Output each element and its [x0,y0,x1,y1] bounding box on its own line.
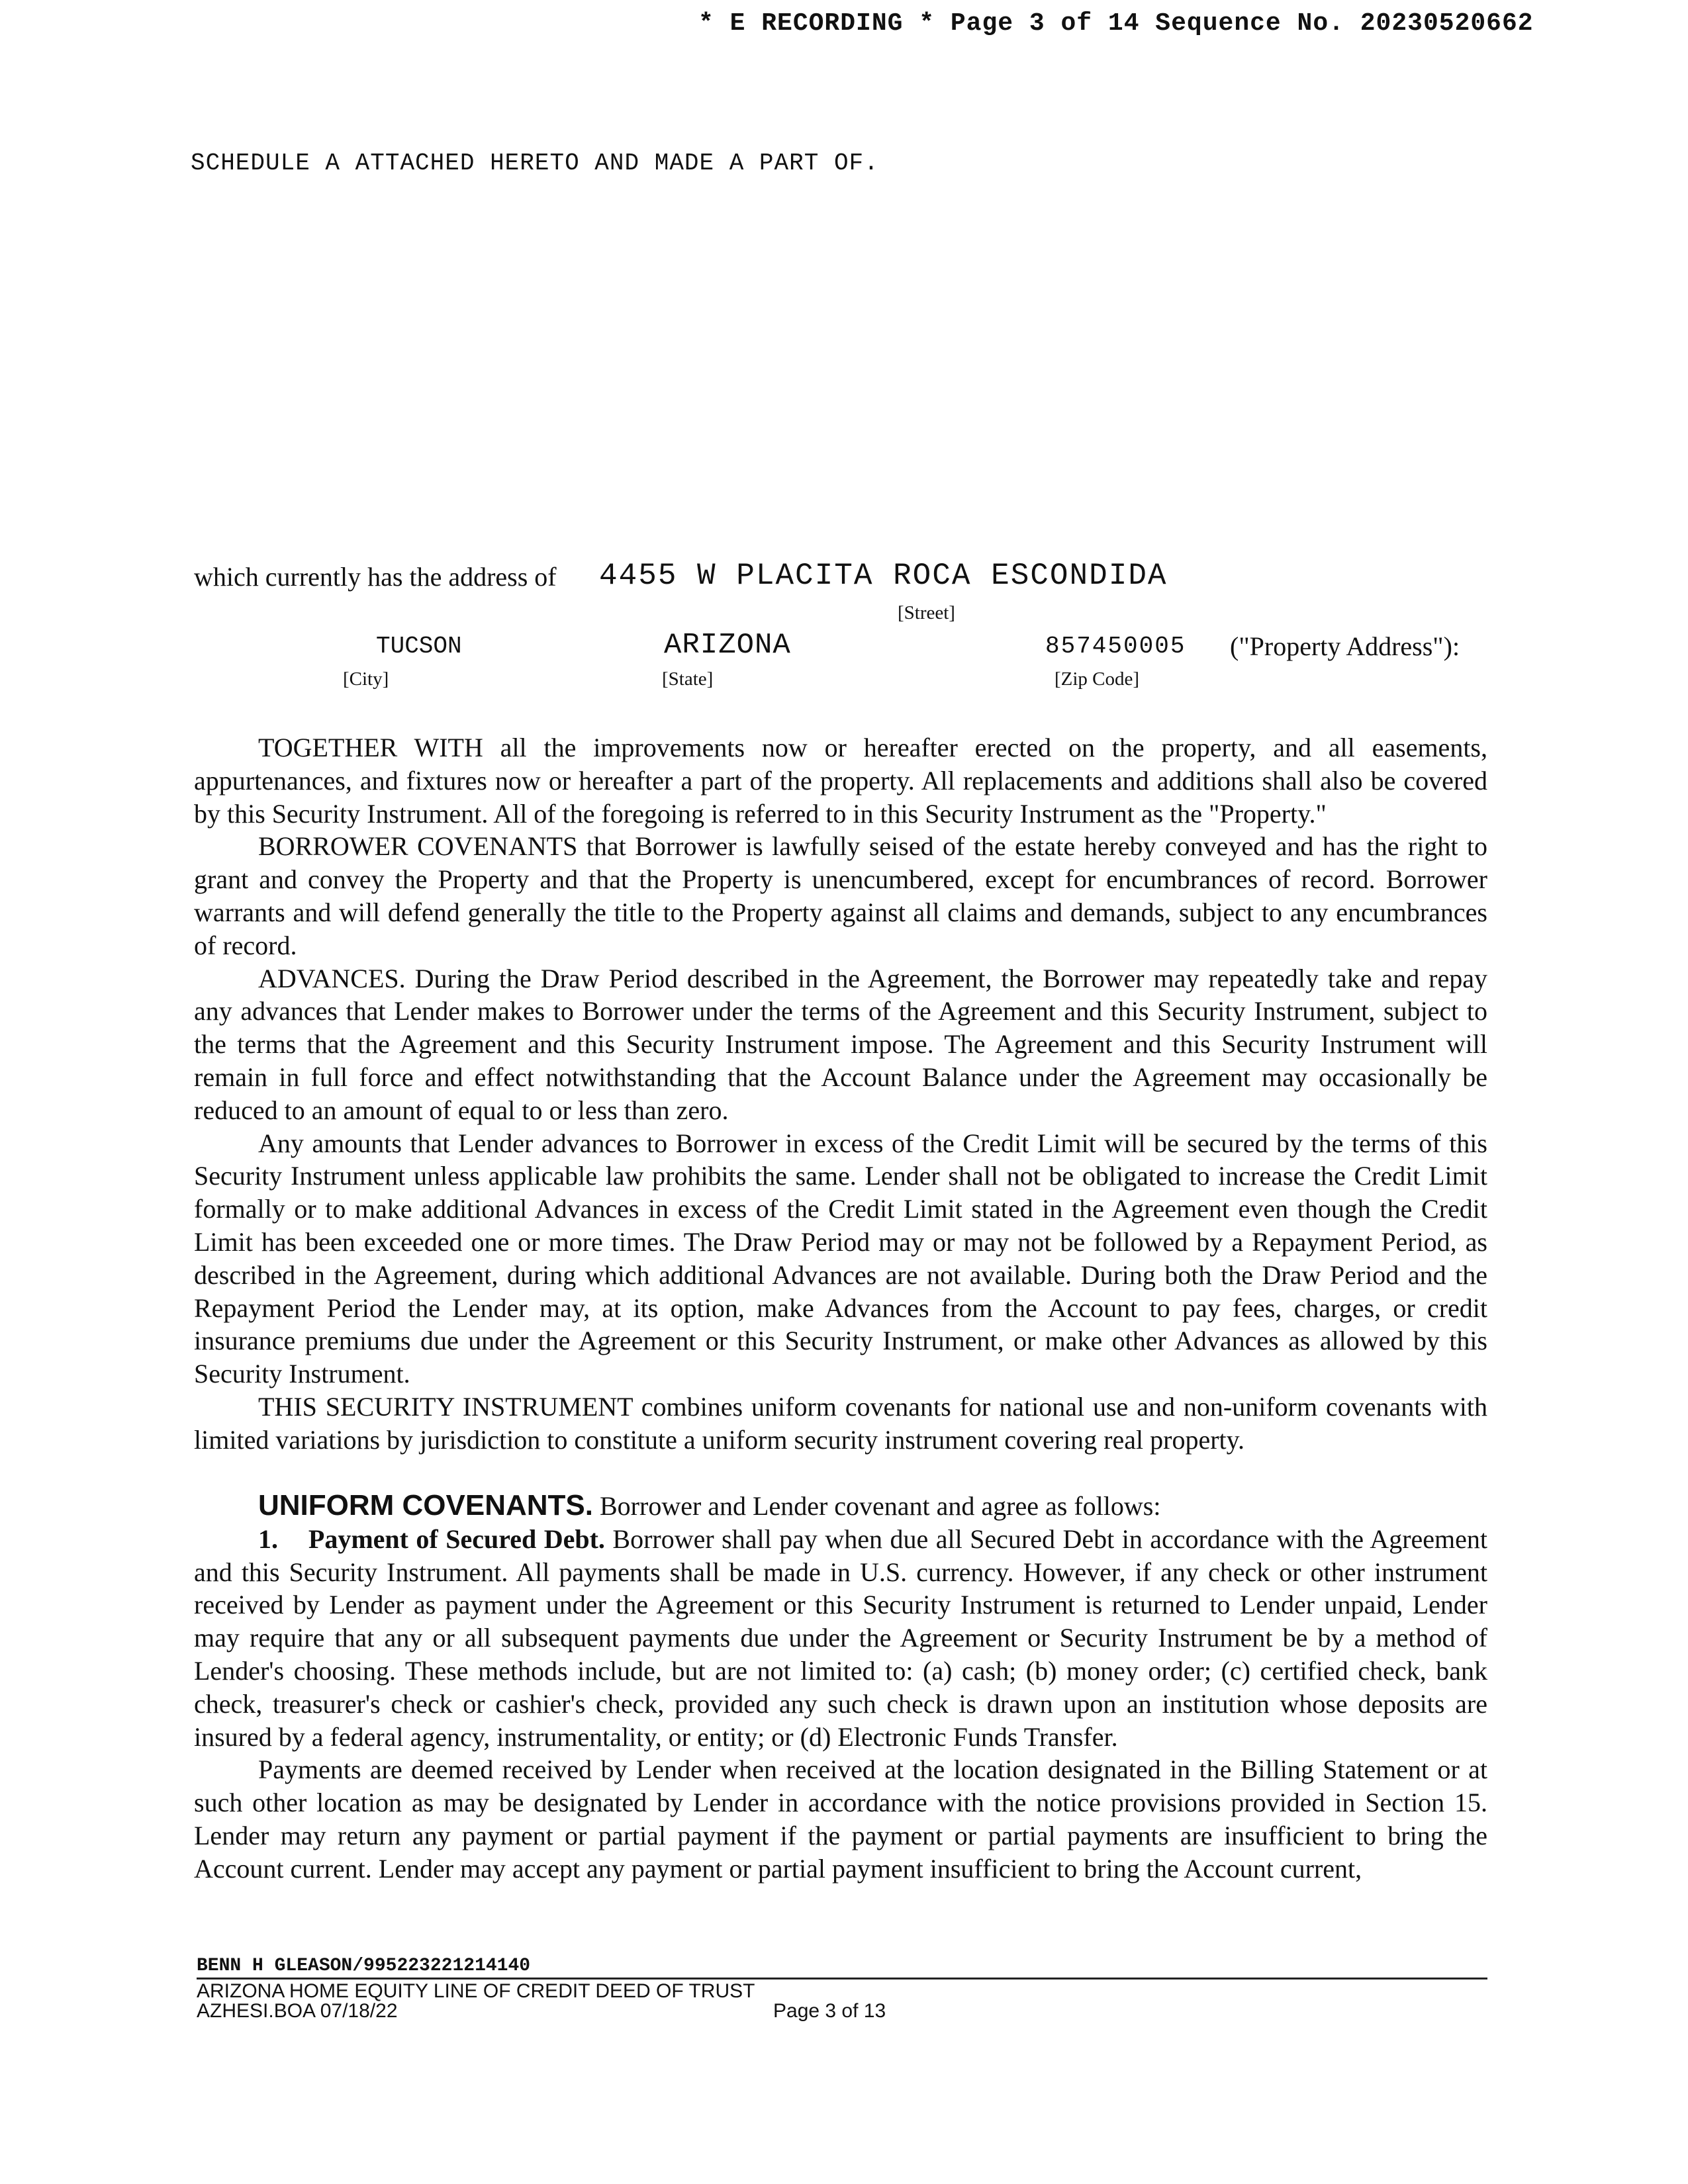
section-1-title: Payment of Secured Debt. [308,1524,605,1554]
property-state: ARIZONA [664,629,791,662]
payments-received-paragraph: Payments are deemed received by Lender when received at the location designated in the Billing Statement or at such other location as may be designated by Lender in accordance with the notice provisions provided in Section 15. Lender may return any payment or partial payment if the payment or partial payments are insufficient to bring the Account current. Lender may accept any payment or partial payment insufficient to bring the Account current, [194,1754,1487,1884]
footer-document-title: ARIZONA HOME EQUITY LINE OF CREDIT DEED OF TRUST [197,1980,755,2002]
address-intro: which currently has the address of [194,562,557,592]
uniform-covenants-intro-text: Borrower and Lender covenant and agree as follows: [593,1491,1161,1521]
body-paragraphs [194,731,1487,1457]
property-address-label: ("Property Address"): [1230,631,1460,661]
uniform-covenants-intro [194,1489,1487,1523]
schedule-reference: SCHEDULE A ATTACHED HERETO AND MADE A PART OF. [191,150,879,177]
street-caption: [Street] [898,602,955,623]
footer-form-code: AZHESI.BOA 07/18/22 [197,2000,398,2022]
section-1-number: 1. [258,1524,278,1554]
uniform-covenants-heading: UNIFORM COVENANTS. [258,1489,593,1522]
footer-divider [197,1978,1487,1979]
city-caption: [City] [343,668,389,690]
state-caption: [State] [662,668,714,690]
credit-limit-paragraph: Any amounts that Lender advances to Borrower in excess of the Credit Limit will be secured by the terms of this Security Instrument unless applicable law prohibits the same. Lender shall not be obligated to increase the Credit Limit formally or to make additional Advances in excess of the Credit Limit stated in the Agreement even though the Credit Limit has been exceeded one or more times. The Draw Period may or may not be followed by a Repayment Period, as described in the Agreement, during which additional Advances are not available. During both the Draw Period and the Repayment Period the Lender may, at its option, make Advances from the Account to pay fees, charges, or credit insurance premiums due under the Agreement or this Security Instrument, or make other Advances as allowed by this Security Instrument. [194,1128,1487,1389]
recording-header: * E RECORDING * Page 3 of 14 Sequence No. 20230520662 [698,9,1534,38]
property-city: TUCSON [376,633,462,660]
section-1-paragraph [194,1523,1487,1754]
together-with-paragraph: TOGETHER WITH all the improvements now or hereafter erected on the property, and all easements, appurtenances, and fixtures now or hereafter a part of the property. All replacements and additions shall also be covered by this Security Instrument. All of the foregoing is referred to in this Security Instrument as the "Property." [194,733,1487,829]
uniform-covenants-section [194,1489,1487,1886]
borrower-covenants-paragraph: BORROWER COVENANTS that Borrower is lawfully seised of the estate hereby conveyed and has the right to grant and convey the Property and that the Property is unencumbered, except for encumbrances of record. Borrower warrants and will defend generally the title to the Property against all claims and demands, subject to any encumbrances of record. [194,831,1487,960]
property-zip: 857450005 [1045,633,1186,660]
security-instrument-paragraph: THIS SECURITY INSTRUMENT combines uniform covenants for national use and non-uniform covenants with limited variations by jurisdiction to constitute a uniform security instrument covering real property. [194,1391,1487,1455]
footer-borrower-id: BENN H GLEASON/995223221214140 [197,1956,531,1976]
footer-page-number: Page 3 of 13 [773,2000,886,2022]
zip-caption: [Zip Code] [1055,668,1140,690]
property-street: 4455 W PLACITA ROCA ESCONDIDA [599,559,1168,593]
advances-paragraph: ADVANCES. During the Draw Period described in the Agreement, the Borrower may repeatedly take and repay any advances that Lender makes to Borrower under the terms of the Agreement and this Security Instrument, subject to the terms that the Agreement and this Security Instrument impose. The Agreement and this Security Instrument will remain in full force and effect notwithstanding that the Account Balance under the Agreement may occasionally be reduced to an amount of equal to or less than zero. [194,963,1487,1125]
section-1-text: Borrower shall pay when due all Secured Debt in accordance with the Agreement and this Security Instrument. All payments shall be made in U.S. currency. However, if any check or other instrument received by Lender as payment under the Agreement or this Security Instrument is returned to Lender unpaid, Lender may require that any or all subsequent payments due under the Agreement or Security Instrument be by a method of Lender's choosing. These methods include, but are not limited to: (a) cash; (b) money order; (c) certified check, bank check, treasurer's check or cashier's check, provided any such check is drawn upon an institution whose deposits are insured by a federal agency, instrumentality, or entity; or (d) Electronic Funds Transfer. [194,1524,1488,1752]
